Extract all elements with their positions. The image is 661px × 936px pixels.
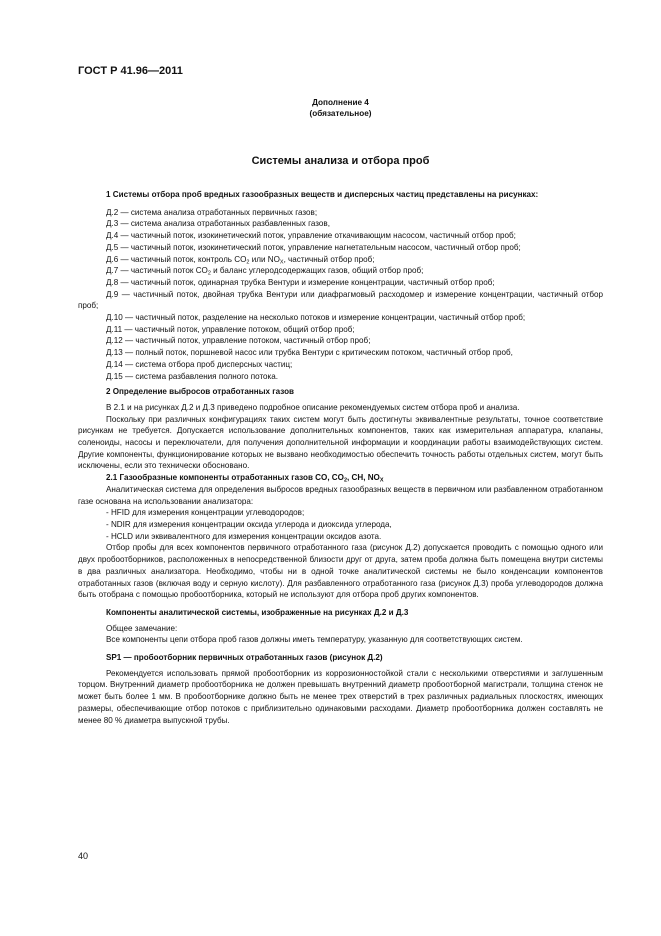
text-run: Д.7 — частичный поток CO	[106, 266, 208, 276]
paragraph	[78, 289, 603, 312]
text-run: , CH, NO	[347, 473, 380, 483]
paragraph	[78, 414, 603, 473]
text-run: Д.11 — частичный поток, управление потоком, общий отбор проб;	[106, 324, 355, 334]
text-run: Д.4 — частичный поток, изокинетический поток, управление откачивающим насосом, частичный отбор проб;	[106, 231, 516, 241]
paragraph	[78, 484, 603, 507]
paragraph	[78, 230, 603, 242]
text-run: - HCLD или эквивалентного для измерения концентрации оксидов азота.	[106, 531, 382, 541]
text-run: Д.14 — система отбора проб дисперсных частиц;	[106, 359, 293, 369]
text-run: Д.12 — частичный поток, управление потоком, частичный отбор проб;	[106, 336, 371, 346]
paragraph	[78, 371, 603, 383]
paragraph	[78, 402, 603, 414]
paragraph	[78, 347, 603, 359]
text-run: Общее замечание:	[106, 623, 178, 633]
subscript: X	[279, 259, 284, 266]
appendix-heading	[78, 97, 603, 119]
text-run: Д.6 — частичный поток, контроль CO	[106, 254, 247, 264]
text-run: 2.1 Газообразные компоненты отработанных газов CO, CO	[106, 473, 344, 483]
text-run: 1 Системы отбора проб вредных газообразных веществ и дисперсных частиц представлены на рисунках:	[106, 190, 539, 199]
subscript: 2	[246, 259, 250, 266]
section-heading	[78, 607, 603, 619]
text-run: Отбор пробы для всех компонентов первичного отработанного газа (рисунок Д.2) допускается проводить с помощью одного или двух пробоотборников, расположенных в непосредственной близости друг от друга, затем проба должна быть помещена внутри системы в два различных анализатора. Необходимо, чтобы ни в одной точке аналитической системы не было конденсации компонентов отработанных газов (включая воду и серную кислоту). Для разбавленного отработанного газа (рисунок Д.3) проба углеводородов должна быть отобрана с помощью пробоотборника, который не используют для отбора проб других компонентов.	[78, 543, 603, 600]
text-run: Д.15 — система разбавления полного потока.	[106, 371, 279, 381]
section-heading	[78, 652, 603, 664]
paragraph	[78, 519, 603, 531]
subscript: 2	[343, 477, 348, 484]
text-run: Д.9 — частичный поток, двойная трубка Вентури или диафрагмовый расходомер и измерение концентрации, частичный отбор проб;	[78, 289, 603, 311]
paragraph	[78, 507, 603, 519]
subscript: X	[379, 477, 384, 484]
page-number: 40	[78, 851, 89, 861]
text-run: Д.3 — система анализа отработанных разбавленных газов,	[106, 219, 330, 229]
paragraph	[78, 668, 603, 727]
text-run: 2 Определение выбросов отработанных газов	[106, 387, 295, 397]
paragraph	[78, 277, 603, 289]
text-run: В 2.1 и на рисунках Д.2 и Д.3 приведено подробное описание рекомендуемых систем отбора проб и анализа.	[106, 402, 520, 412]
paragraph	[78, 359, 603, 371]
appendix-status: (обязательное)	[309, 109, 372, 118]
section-heading	[78, 472, 603, 484]
text-run: или NO	[249, 254, 280, 264]
paragraph	[78, 623, 603, 635]
paragraph	[78, 207, 603, 219]
paragraph	[78, 634, 603, 646]
text-run: - HFID для измерения концентрации углеводородов;	[106, 508, 305, 518]
paragraph	[78, 218, 603, 230]
text-run: , частичный отбор проб;	[283, 254, 375, 264]
text-run: Рекомендуется использовать прямой пробоотборник из коррозионностойкой стали с несколькими отверстиями и заглушенным торцом. Внутренний диаметр пробоотборника не должен превышать внутренний диаметр пробоотборной магистрали, толщина стенок не может быть более 1 мм. В пробоотборнике должно быть не менее трех отверстий в трех различных радиальных плоскостях, имеющих размеры, обеспечивающие отбор потоков с приблизительно одинаковыми расходами. Диаметр пробоотборника должен составлять не менее 80 % диаметра выпускной трубы.	[78, 668, 603, 725]
paragraph	[78, 312, 603, 324]
subscript: 2	[207, 270, 211, 277]
section-heading	[78, 189, 603, 201]
paragraph	[78, 531, 603, 543]
text-run: Аналитическая система для определения выбросов вредных газообразных веществ в первичном или разбавленном отработанном газе основана на использовании анализатора:	[78, 484, 603, 506]
text-run: Компоненты аналитической системы, изображенные на рисунках Д.2 и Д.3	[106, 607, 409, 617]
section-heading	[78, 386, 603, 398]
document-body	[78, 185, 603, 726]
text-run: Поскольку при различных конфигурациях таких систем могут быть достигнуты эквивалентные результаты, точное соответствие рисункам не требуется. Допускается использование дополнительных компонентов, таких как измерительная аппаратура, клапаны, соленоиды, насосы и переключатели, для получения дополнительной информации и координации работы взаимодействующих систем. Другие компоненты, функционирование которых не вызвано необходимостью обеспечить точность работы отдельных систем, могут быть исключены, если это технически обосновано.	[78, 414, 603, 471]
text-run: и баланс углеродсодержащих газов, общий отбор проб;	[210, 266, 424, 276]
text-run: Д.13 — полный поток, поршневой насос или трубка Вентури с критическим потоком, частичный отбор проб,	[106, 348, 513, 358]
paragraph	[78, 542, 603, 601]
appendix-title: Дополнение 4	[312, 98, 369, 107]
paragraph	[78, 254, 603, 266]
text-run: Д.10 — частичный поток, разделение на несколько потоков и измерение концентрации, частичный отбор проб;	[106, 313, 526, 323]
text-run: Д.8 — частичный поток, одинарная трубка Вентури и измерение концентрации, частичный отбор проб;	[106, 277, 495, 287]
paragraph	[78, 335, 603, 347]
text-run: SP1 — пробоотборник первичных отработанных газов (рисунок Д.2)	[106, 653, 383, 663]
section-title: Системы анализа и отбора проб	[251, 155, 430, 167]
text-run: Все компоненты цепи отбора проб газов должны иметь температуру, указанную для соответствующих систем.	[106, 635, 523, 645]
paragraph	[78, 324, 603, 336]
text-run: - NDIR для измерения концентрации оксида углерода и диоксида углерода,	[106, 519, 392, 529]
text-run: Д.2 — система анализа отработанных первичных газов;	[106, 207, 318, 217]
paragraph	[78, 265, 603, 277]
paragraph	[78, 242, 603, 254]
text-run: Д.5 — частичный поток, изокинетический поток, управление нагнетательным насосом, частичный отбор проб;	[106, 242, 521, 252]
document-header: ГОСТ Р 41.96—2011	[78, 65, 183, 77]
